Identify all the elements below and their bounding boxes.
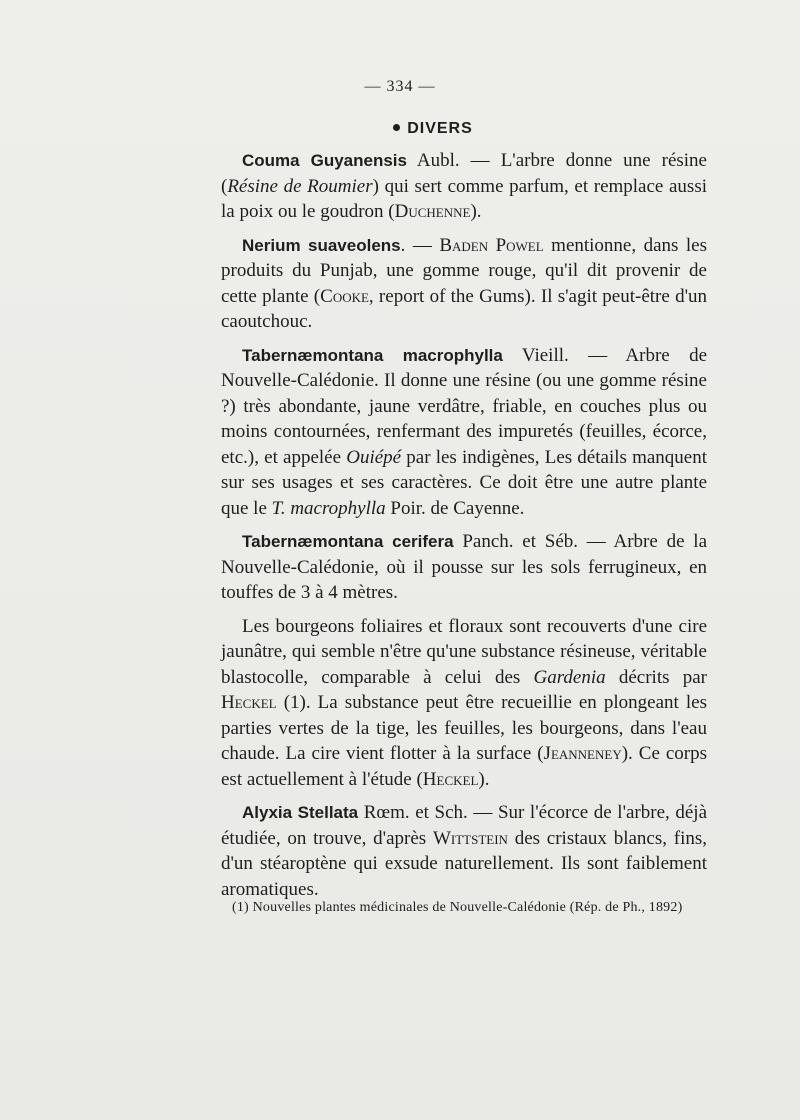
author-name: Jeanneney (543, 743, 622, 764)
entry-text: des cristaux blancs, fins, d'un stéaroptène qui exsude naturellement. Ils sont faiblement aromatiques. (221, 827, 707, 900)
entry-text: . — (400, 234, 440, 256)
entry-text: Vieill. — Arbre de Nouvelle-Calédonie. Il donne une résine (ou une gomme résine ?) très abondante, jaune verdâtre, friable, en couches plus ou moins contournées, renfermant des impuretés (feuilles, écorce, etc.), et appelée (221, 344, 708, 468)
entry-text: Poir. de Cayenne. (385, 497, 525, 519)
entry-text: (1). La substance peut être recueillie en plongeant les parties vertes de la tige, les feuilles, les bourgeons, dans l'eau chaude. La cire vient flotter à la surface ( (221, 692, 707, 764)
author-name: Heckel (422, 768, 479, 790)
entry-name: Couma Guyanensis (242, 151, 407, 170)
entry-text: mentionne, dans les produits du Punjab, une gomme rouge, qu'il dit provenir de cette plante ( (221, 234, 707, 307)
entry-tabernaemontana-macrophylla (221, 343, 707, 522)
entry-name: Alyxia Stellata (242, 803, 359, 822)
entry-text: Aubl. — L'arbre donne une résine ( (221, 150, 707, 197)
entry-name: Nerium suaveolens (242, 235, 401, 255)
entry-nerium (221, 233, 707, 335)
entry-italic: Gardenia (533, 666, 606, 688)
entry-text: ). Ce corps est actuellement à l'étude ( (221, 743, 707, 790)
entry-alyxia (221, 800, 707, 902)
entry-tabernaemontana-cerifera (221, 529, 707, 606)
entry-text: Les bourgeons foliaires et floraux sont recouverts d'une cire jaunâtre, qui semble n'être qu'une substance résineuse, véritable blastocolle, comparable à celui des (221, 615, 707, 688)
footnote: (1) Nouvelles plantes médicinales de Nouvelle-Calédonie (Rép. de Ph., 1892) (232, 900, 683, 915)
entry-text: ) qui sert comme parfum, et remplace aussi la poix ou le goudron ( (221, 175, 707, 222)
entry-text: , report of the Gums). Il s'agit peut-être d'un caoutchouc. (221, 285, 707, 332)
entry-italic: T. macrophylla (271, 497, 386, 519)
author-name: Duchenne (394, 201, 471, 222)
author-name: Cooke (320, 285, 369, 307)
entry-text: ). (470, 201, 482, 222)
entry-italic: Résine de Roumier (227, 175, 373, 197)
entry-text: décrits par (605, 666, 707, 688)
entry-text: par les indigènes, Les détails manquent sur ses usages et ses caractères. Ce doit être une autre plante que le (221, 446, 708, 519)
entry-text: Rœm. et Sch. — Sur l'écorce de l'arbre, déjà étudiée, on trouve, d'après (221, 802, 708, 849)
author-name: Wittstein (432, 827, 508, 849)
section-title-wrap (0, 120, 800, 138)
entry-name: Tabernæmontana macrophylla (242, 345, 503, 365)
paragraph-bourgeons (221, 614, 707, 793)
author-name: Baden Powel (439, 234, 544, 256)
page-number: — 334 — (364, 78, 436, 95)
body-text (221, 148, 707, 910)
entry-text: Panch. et Séb. — Arbre de la Nouvelle-Calédonie, où il pousse sur les sols ferrugineux, en touffes de 3 à 4 mètres. (221, 531, 707, 603)
author-name: Heckel (221, 692, 277, 713)
entry-couma (221, 148, 707, 225)
entry-name: Tabernæmontana cerifera (242, 532, 454, 551)
section-title: DIVERS (407, 120, 473, 137)
entry-text: ). (478, 768, 490, 790)
entry-italic: Ouiépé (346, 446, 402, 468)
